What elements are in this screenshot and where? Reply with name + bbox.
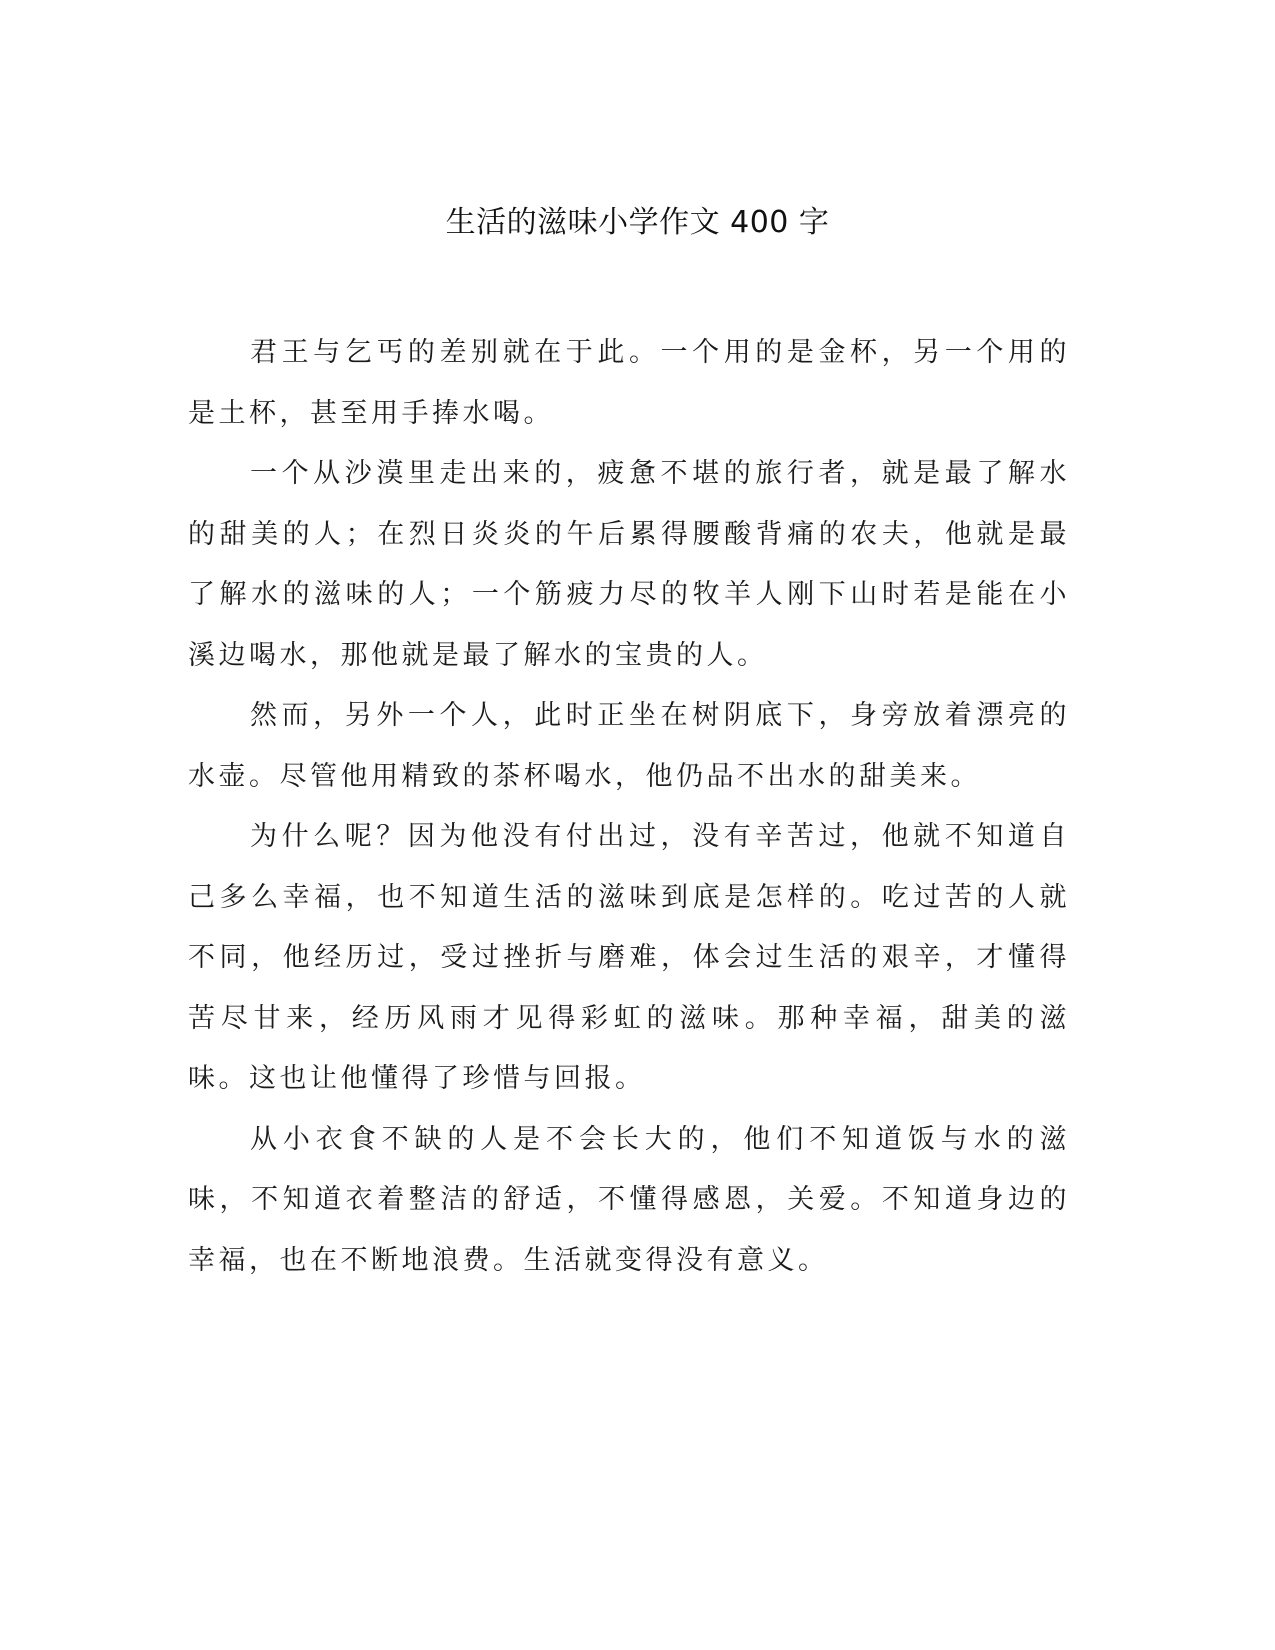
paragraph-5: 从小衣食不缺的人是不会长大的，他们不知道饭与水的滋味，不知道衣着整洁的舒适，不懂得感恩，关爱。不知道身边的幸福，也在不断地浪费。生活就变得没有意义。 [188, 1123, 1070, 1276]
document-title: 生活的滋味小学作文 400 字 [445, 205, 830, 240]
paragraph-1: 君王与乞丐的差别就在于此。一个用的是金杯，另一个用的是土杯，甚至用手捧水喝。 [188, 337, 1070, 429]
paragraph-2: 一个从沙漠里走出来的，疲惫不堪的旅行者，就是最了解水的甜美的人；在烈日炎炎的午后累得腰酸背痛的农夫，他就是最了解水的滋味的人；一个筋疲力尽的牧羊人刚下山时若是能在小溪边喝水，那他就是最了解水的宝贵的人。 [188, 458, 1070, 671]
document-body [188, 323, 1070, 1291]
paragraph-4: 为什么呢？因为他没有付出过，没有辛苦过，他就不知道自己多么幸福，也不知道生活的滋味到底是怎样的。吃过苦的人就不同，他经历过，受过挫折与磨难，体会过生活的艰辛，才懂得苦尽甘来，经历风雨才见得彩虹的滋味。那种幸福，甜美的滋味。这也让他懂得了珍惜与回报。 [188, 821, 1070, 1094]
paragraph-3: 然而，另外一个人，此时正坐在树阴底下，身旁放着漂亮的水壶。尽管他用精致的茶杯喝水，他仍品不出水的甜美来。 [188, 700, 1070, 792]
